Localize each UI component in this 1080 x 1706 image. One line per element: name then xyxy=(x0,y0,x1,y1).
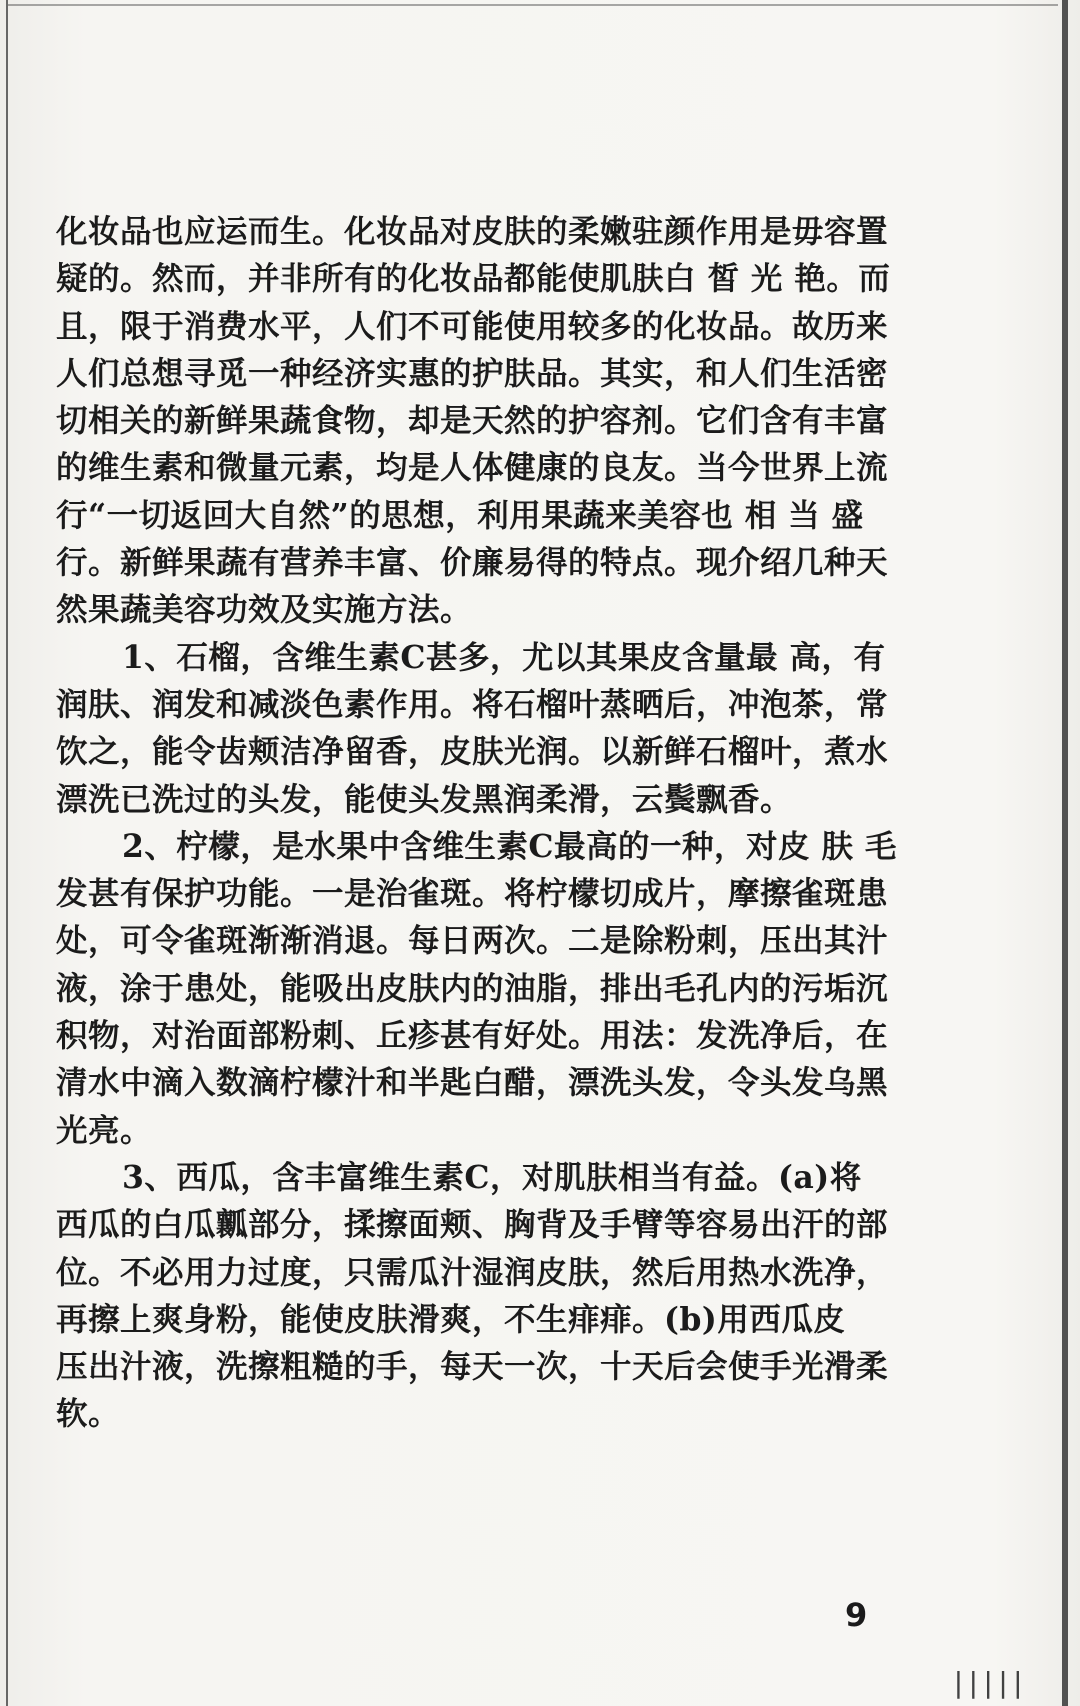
text-line: 切相关的新鲜果蔬食物，却是天然的护容剂。它们含有丰富 xyxy=(56,402,889,440)
body-text xyxy=(56,208,936,1438)
section-heading-pomegranate: 1、石榴，含维生素C甚多，尤以其果皮含量最 高，有 xyxy=(122,638,886,676)
text-line: 然果蔬美容功效及实施方法。 xyxy=(56,591,473,629)
text-line: 处，可令雀斑渐渐消退。每日两次。二是除粉刺，压出其汁 xyxy=(56,922,889,960)
text-line: 再擦上爽身粉，能使皮肤滑爽，不生痱痱。(b)用西瓜皮 xyxy=(56,1300,846,1338)
watermark: ||||| xyxy=(950,1666,1025,1699)
text-line: 光亮。 xyxy=(56,1111,153,1149)
text-line: 压出汁液，洗擦粗糙的手，每天一次，十天后会使手光滑柔 xyxy=(56,1348,889,1386)
text-line: 漂洗已洗过的头发，能使头发黑润柔滑，云鬓飘香。 xyxy=(56,780,793,818)
page-top-edge xyxy=(8,4,1058,6)
text-line: 润肤、润发和减淡色素作用。将石榴叶蒸晒后，冲泡茶，常 xyxy=(56,685,889,723)
text-line: 西瓜的白瓜瓤部分，揉擦面颊、胸背及手臂等容易出汗的部 xyxy=(56,1206,889,1244)
text-line: 发甚有保护功能。一是治雀斑。将柠檬切成片，摩擦雀斑患 xyxy=(56,875,889,913)
text-line: 软。 xyxy=(56,1395,121,1433)
text-line: 且，限于消费水平，人们不可能使用较多的化妆品。故历来 xyxy=(56,307,889,345)
text-line: 行。新鲜果蔬有营养丰富、价廉易得的特点。现介绍几种天 xyxy=(56,544,889,582)
text-line: 的维生素和微量元素，均是人体健康的良友。当今世界上流 xyxy=(56,449,889,487)
section-heading-lemon: 2、柠檬，是水果中含维生素C最高的一种，对皮 肤 毛 xyxy=(122,827,897,865)
text-line: 饮之，能令齿颊洁净留香，皮肤光润。以新鲜石榴叶，煮水 xyxy=(56,733,889,771)
text-line: 化妆品也应运而生。化妆品对皮肤的柔嫩驻颜作用是毋容置 xyxy=(56,213,889,250)
text-line: 积物，对治面部粉刺、丘疹甚有好处。用法：发洗净后，在 xyxy=(56,1017,889,1055)
text-line: 人们总想寻觅一种经济实惠的护肤品。其实，和人们生活密 xyxy=(56,354,889,392)
text-line: 清水中滴入数滴柠檬汁和半匙白醋，漂洗头发，令头发乌黑 xyxy=(56,1064,889,1102)
text-line: 行“一切返回大自然”的思想，利用果蔬来美容也 相 当 盛 xyxy=(56,496,864,534)
page-right-edge xyxy=(1062,0,1068,1706)
page-number: 9 xyxy=(845,1596,868,1634)
text-line: 位。不必用力过度，只需瓜汁湿润皮肤，然后用热水洗净， xyxy=(56,1253,889,1291)
text-line: 疑的。然而，并非所有的化妆品都能使肌肤白 皙 光 艳。而 xyxy=(56,260,891,298)
text-line: 液，涂于患处，能吸出皮肤内的油脂，排出毛孔内的污垢沉 xyxy=(56,969,889,1007)
section-heading-watermelon: 3、西瓜，含丰富维生素C，对肌肤相当有益。(a)将 xyxy=(122,1158,862,1196)
page-left-edge xyxy=(6,0,8,1706)
